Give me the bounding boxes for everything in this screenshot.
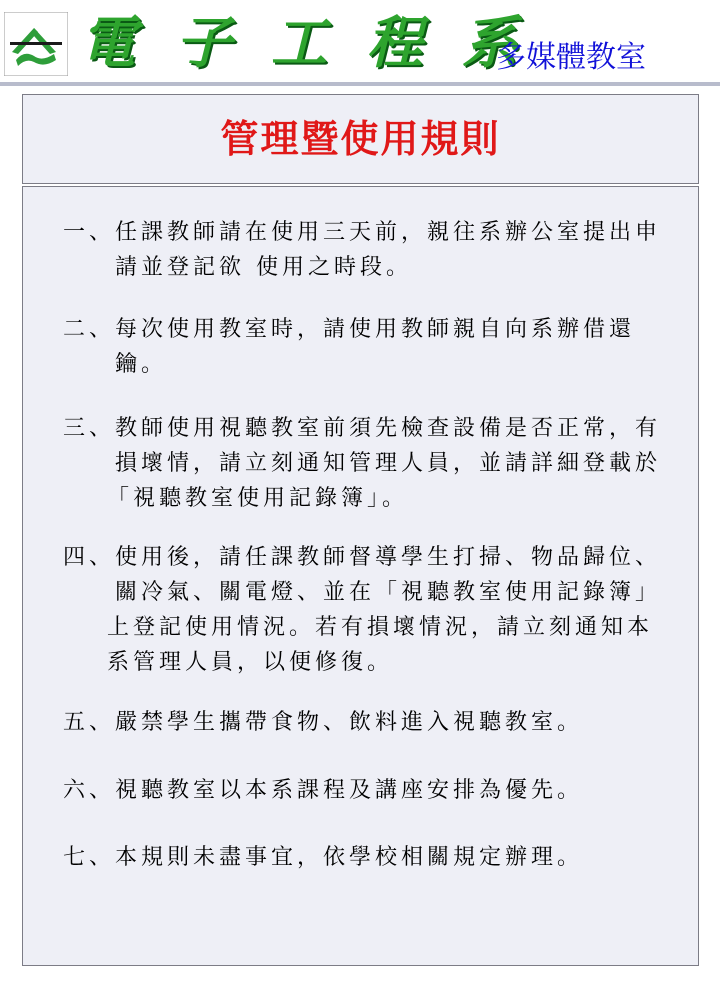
header (0, 0, 720, 86)
page-title: 管理暨使用規則 (220, 116, 501, 161)
rule-line: 嚴禁學生攜帶食物、飲料進入視聽教室。 (115, 710, 584, 735)
rule-number: 二、 (63, 317, 116, 342)
rule-item-1 (63, 215, 703, 285)
rule-line: 上登記使用情況。若有損壞情況，請立刻通知本 (107, 615, 654, 640)
rule-line: 損壞情，請立刻通知管理人員，並請詳細登載於 (115, 451, 662, 476)
rule-line: 本規則未盡事宜，依學校相關規定辦理。 (115, 845, 584, 870)
rule-line: 系管理人員，以便修復。 (107, 650, 394, 675)
rule-line: 教師使用視聽教室前須先檢查設備是否正常，有 (115, 416, 662, 441)
rule-item-7 (63, 840, 703, 875)
rule-item-5 (63, 705, 703, 740)
rule-number: 七、 (63, 845, 116, 870)
rule-line: 「視聽教室使用記錄簿」。 (107, 486, 409, 511)
department-title: 電 子 工 程 系 (80, 10, 528, 76)
rule-line: 任課教師請在使用三天前，親往系辦公室提出申 (115, 220, 662, 245)
rule-number: 三、 (63, 416, 116, 441)
rule-item-4 (63, 540, 703, 680)
header-divider (0, 82, 720, 86)
rule-line: 鑰。 (115, 352, 168, 377)
rules-panel (22, 186, 699, 966)
rule-number: 一、 (63, 220, 116, 245)
rule-item-6 (63, 773, 703, 808)
rule-line: 請並登記欲 使用之時段。 (115, 255, 412, 280)
rule-line: 關冷氣、關電燈、並在「視聽教室使用記錄簿」 (115, 580, 662, 605)
rule-item-3 (63, 411, 703, 516)
rule-number: 六、 (63, 778, 116, 803)
rule-number: 五、 (63, 710, 116, 735)
rule-line: 使用後，請任課教師督導學生打掃、物品歸位、 (115, 545, 662, 570)
department-logo-icon (4, 12, 68, 76)
rule-line: 視聽教室以本系課程及講座安排為優先。 (115, 778, 584, 803)
rule-line: 每次使用教室時，請使用教師親自向系辦借還 (115, 317, 636, 342)
rule-number: 四、 (63, 545, 116, 570)
room-title: 多媒體教室 (496, 40, 646, 75)
rule-item-2 (63, 312, 703, 382)
title-panel (22, 94, 699, 184)
